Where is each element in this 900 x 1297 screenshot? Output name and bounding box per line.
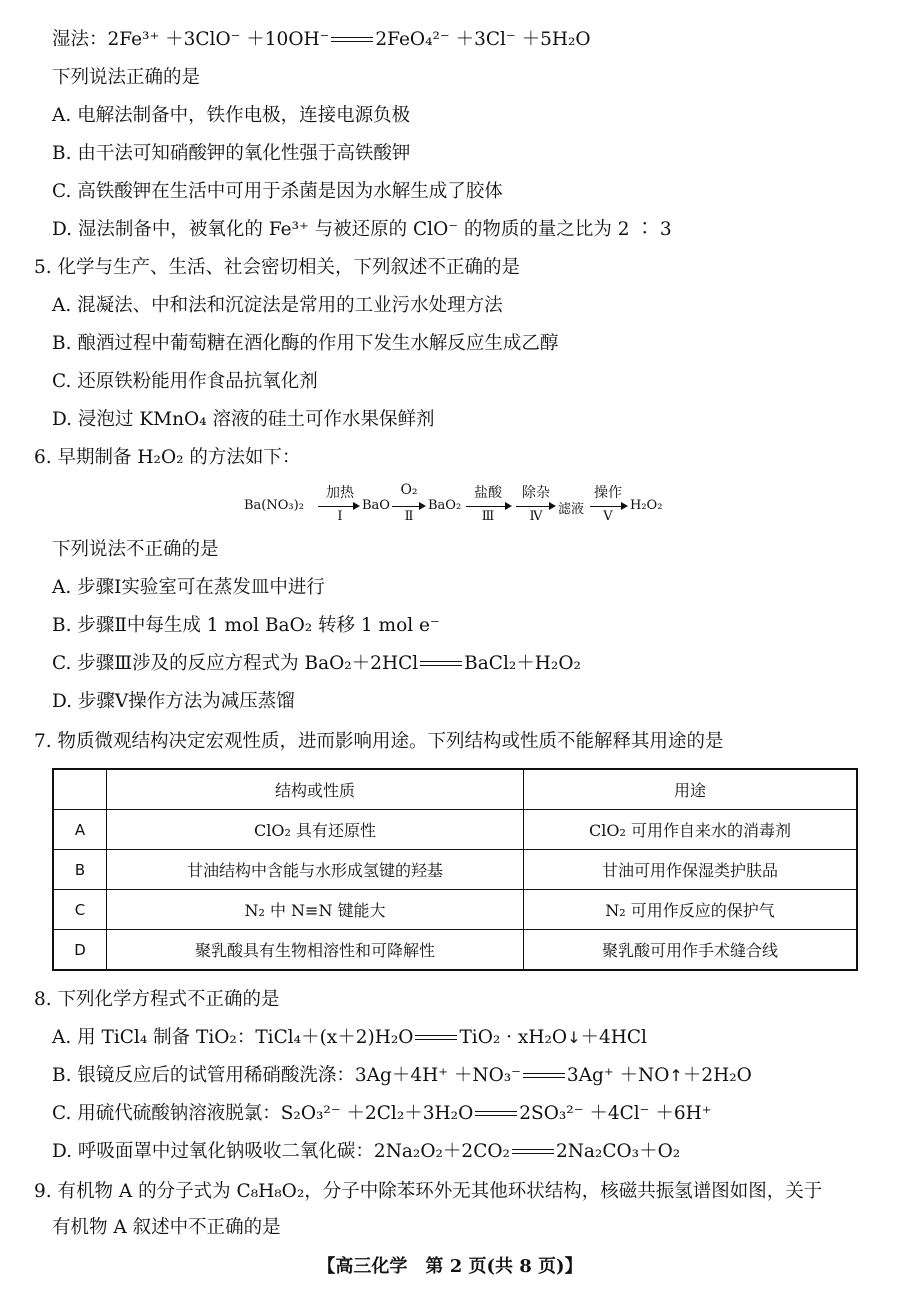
table-row xyxy=(53,850,857,890)
down-arrow-icon: ↓ xyxy=(567,1028,581,1047)
label: 湿法： xyxy=(52,29,108,50)
step2-arrow xyxy=(392,506,424,507)
equation-right: 2FeO₄²⁻ ＋3Cl⁻ ＋5H₂O xyxy=(375,29,591,50)
step1-label: Ⅰ xyxy=(337,509,343,524)
q4-option-d: D. 湿法制备中，被氧化的 Fe³⁺ 与被还原的 ClO⁻ 的物质的量之比为 2 ∶ 3 xyxy=(52,219,672,240)
equation-right: BaCl₂＋H₂O₂ xyxy=(464,653,581,674)
equals-sign xyxy=(420,659,462,669)
step4-label: Ⅳ xyxy=(529,509,543,524)
q8-option-b xyxy=(52,1064,752,1088)
q9-stem-line2: 有机物 A 叙述中不正确的是 xyxy=(52,1217,281,1238)
header-cell: 用途 xyxy=(524,769,858,810)
step1-arrow xyxy=(318,506,358,507)
equation-tail: ＋2H₂O xyxy=(682,1065,752,1086)
table-cell: 甘油可用作保湿类护肤品 xyxy=(524,850,858,890)
step4-arrow xyxy=(516,506,554,507)
q6-option-b: B. 步骤Ⅱ中每生成 1 mol BaO₂ 转移 1 mol e⁻ xyxy=(52,615,440,636)
step5-label: Ⅴ xyxy=(603,509,613,524)
q5-stem: 5. 化学与生产、生活、社会密切相关，下列叙述不正确的是 xyxy=(34,257,521,278)
q8-option-c xyxy=(52,1102,712,1126)
step1-condition: 加热 xyxy=(326,485,354,501)
step4-condition: 除杂 xyxy=(522,485,550,501)
scheme-bao: BaO xyxy=(362,498,390,513)
wet-method-equation xyxy=(52,28,591,52)
q4-option-b: B. 由干法可知硝酸钾的氧化性强于高铁酸钾 xyxy=(52,143,411,164)
row-label: D xyxy=(53,930,107,971)
q6-prompt: 下列说法不正确的是 xyxy=(52,539,219,560)
scheme-end: H₂O₂ xyxy=(630,498,663,513)
table-row xyxy=(53,890,857,930)
step2-label: Ⅱ xyxy=(404,509,414,524)
equation-left: B. 银镜反应后的试管用稀硝酸洗涤：3Ag＋4H⁺ ＋NO₃⁻ xyxy=(52,1065,521,1086)
equation-left: 2Fe³⁺ ＋3ClO⁻ ＋10OH⁻ xyxy=(107,29,330,50)
header-cell xyxy=(53,769,107,810)
q4-prompt: 下列说法正确的是 xyxy=(52,67,201,88)
step3-arrow xyxy=(466,506,510,507)
page-footer: 【高三化学 第 2 页(共 8 页)】 xyxy=(317,1256,583,1277)
q5-option-d: D. 浸泡过 KMnO₄ 溶液的硅土可作水果保鲜剂 xyxy=(52,409,435,430)
equation-left: A. 用 TiCl₄ 制备 TiO₂：TiCl₄＋(x＋2)H₂O xyxy=(52,1027,414,1048)
header-cell: 结构或性质 xyxy=(107,769,524,810)
up-arrow-icon: ↑ xyxy=(669,1066,683,1085)
equation-left: D. 呼吸面罩中过氧化钠吸收二氧化碳：2Na₂O₂＋2CO₂ xyxy=(52,1141,510,1162)
q5-option-a: A. 混凝法、中和法和沉淀法是常用的工业污水处理方法 xyxy=(52,295,503,316)
q4-option-a: A. 电解法制备中，铁作电极，连接电源负极 xyxy=(52,105,411,126)
q7-stem: 7. 物质微观结构决定宏观性质，进而影响用途。下列结构或性质不能解释其用途的是 xyxy=(34,731,724,752)
step3-condition: 盐酸 xyxy=(474,485,502,501)
table-row xyxy=(53,810,857,850)
step5-condition: 操作 xyxy=(594,485,622,501)
q5-option-b: B. 酿酒过程中葡萄糖在酒化酶的作用下发生水解反应生成乙醇 xyxy=(52,333,559,354)
step3-label: Ⅲ xyxy=(481,509,495,524)
table-cell: N₂ 可用作反应的保护气 xyxy=(524,890,858,930)
scheme-filtrate: 滤液 xyxy=(558,502,585,517)
q7-table xyxy=(52,768,858,971)
step5-arrow xyxy=(590,506,626,507)
q8-option-a xyxy=(52,1026,647,1050)
scheme-start: Ba(NO₃)₂ xyxy=(244,498,304,513)
equation-right: 3Ag⁺ ＋NO xyxy=(566,1065,670,1086)
q8-option-d xyxy=(52,1140,680,1164)
q8-stem: 8. 下列化学方程式不正确的是 xyxy=(34,989,280,1010)
row-label: B xyxy=(53,850,107,890)
q9-stem-line1: 9. 有机物 A 的分子式为 C₈H₈O₂，分子中除苯环外无其他环状结构，核磁共振氢谱图如图，关于 xyxy=(34,1181,823,1202)
q6-option-c xyxy=(52,652,581,676)
table-header-row xyxy=(53,769,857,810)
equals-sign xyxy=(331,35,373,45)
q6-stem: 6. 早期制备 H₂O₂ 的方法如下： xyxy=(34,447,301,468)
row-label: C xyxy=(53,890,107,930)
table-cell: 甘油结构中含能与水形成氢键的羟基 xyxy=(107,850,524,890)
equation-left: C. 用硫代硫酸钠溶液脱氯：S₂O₃²⁻ ＋2Cl₂＋3H₂O xyxy=(52,1103,474,1124)
step2-condition: O₂ xyxy=(400,482,418,498)
table-cell: ClO₂ 具有还原性 xyxy=(107,810,524,850)
table-row xyxy=(53,930,857,971)
equals-sign xyxy=(475,1109,517,1119)
equation-right: 2Na₂CO₃＋O₂ xyxy=(555,1141,681,1162)
row-label: A xyxy=(53,810,107,850)
equals-sign xyxy=(512,1147,554,1157)
equation-tail: ＋4HCl xyxy=(580,1027,647,1048)
q6-option-a: A. 步骤Ⅰ实验室可在蒸发皿中进行 xyxy=(52,577,325,598)
equals-sign xyxy=(415,1033,457,1043)
q4-option-c: C. 高铁酸钾在生活中可用于杀菌是因为水解生成了胶体 xyxy=(52,181,503,202)
equation-right: TiO₂ · xH₂O xyxy=(459,1027,568,1048)
table-cell: ClO₂ 可用作自来水的消毒剂 xyxy=(524,810,858,850)
equation-left: C. 步骤Ⅲ涉及的反应方程式为 BaO₂＋2HCl xyxy=(52,653,419,674)
table-cell: 聚乳酸具有生物相溶性和可降解性 xyxy=(107,930,524,971)
table-cell: N₂ 中 N≡N 键能大 xyxy=(107,890,524,930)
equation-right: 2SO₃²⁻ ＋4Cl⁻ ＋6H⁺ xyxy=(519,1103,712,1124)
q5-option-c: C. 还原铁粉能用作食品抗氧化剂 xyxy=(52,371,318,392)
scheme-bao2: BaO₂ xyxy=(428,498,462,513)
q6-option-d: D. 步骤Ⅴ操作方法为减压蒸馏 xyxy=(52,691,295,712)
table-cell: 聚乳酸可用作手术缝合线 xyxy=(524,930,858,971)
equals-sign xyxy=(523,1071,565,1081)
